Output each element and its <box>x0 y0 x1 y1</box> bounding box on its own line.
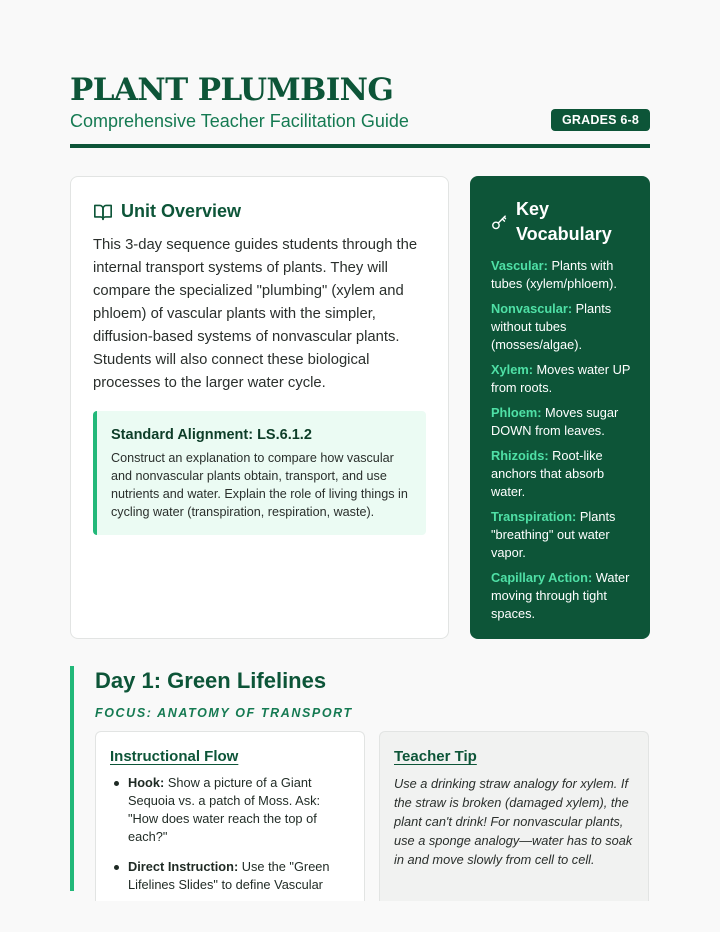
vocab-term: Vascular: <box>491 258 548 273</box>
day-1-focus: FOCUS: ANATOMY OF TRANSPORT <box>95 706 353 720</box>
vocab-item-capillary-action <box>491 569 631 623</box>
standard-alignment-title: Standard Alignment: LS.6.1.2 <box>111 427 312 443</box>
vocabulary-list <box>491 257 631 623</box>
key-vocabulary-title: Key Vocabulary <box>516 199 612 244</box>
instructional-flow-card <box>95 731 365 901</box>
vocab-definition: Water moving through tight spaces. <box>491 570 630 621</box>
key-vocabulary-heading <box>491 197 631 247</box>
day-1-title: Day 1: Green Lifelines <box>95 668 327 693</box>
day-1-section <box>70 666 650 891</box>
page-subtitle: Comprehensive Teacher Facilitation Guide <box>70 111 409 131</box>
teacher-tip-text: Use a drinking straw analogy for xylem. If the straw is broken (damaged xylem), the plant can't drink! For nonvascular plants, use a sponge analogy—water has to soak in and move slowly from cell to cell. <box>394 776 633 867</box>
vocab-definition: Moves sugar DOWN from leaves. <box>491 405 619 438</box>
instructional-flow-heading: Instructional Flow <box>110 748 239 765</box>
vocab-definition: Plants without tubes (mosses/algae). <box>491 301 612 352</box>
teacher-tip-heading: Teacher Tip <box>394 748 477 765</box>
list-item <box>110 858 350 894</box>
teacher-tip-card <box>379 731 649 901</box>
vocab-item-nonvascular <box>491 300 631 354</box>
list-item <box>110 774 350 846</box>
vocab-item-phloem <box>491 404 631 440</box>
vocab-definition: Plants "breathing" out water vapor. <box>491 509 616 560</box>
instructional-flow-list <box>110 774 350 894</box>
unit-overview-title: Unit Overview <box>121 201 242 221</box>
flow-step-text: Show a picture of a Giant Sequoia vs. a patch of Moss. Ask: "How does water reach the top of each?" <box>128 775 321 844</box>
vocab-term: Xylem: <box>491 362 533 377</box>
page-header <box>70 72 650 133</box>
vocab-item-rhizoids <box>491 447 631 501</box>
vocab-term: Rhizoids: <box>491 448 549 463</box>
unit-overview-text: This 3-day sequence guides students through the internal transport systems of plants. They will compare the specialized "plumbing" (xylem and phloem) of vascular plants with the simpler, diffusion-based systems of nonvascular plants. Students will also connect these biological processes to the larger water cycle. <box>93 237 418 391</box>
vocab-item-xylem <box>491 361 631 397</box>
flow-step-label: Direct Instruction: <box>128 859 239 874</box>
flow-step-label: Hook: <box>128 775 165 790</box>
standard-alignment-box <box>93 411 426 535</box>
book-icon <box>93 203 113 221</box>
standard-alignment-text: Construct an explanation to compare how vascular and nonvascular plants obtain, transport, and use nutrients and water. Explain the role of living things in cycling water (transpiration, respiration, waste). <box>111 451 408 519</box>
key-icon <box>491 214 508 231</box>
header-divider <box>70 144 650 148</box>
unit-overview-heading <box>93 201 426 222</box>
vocab-definition: Plants with tubes (xylem/phloem). <box>491 258 617 291</box>
vocab-term: Capillary Action: <box>491 570 593 585</box>
page-title: PLANT PLUMBING <box>70 72 394 108</box>
unit-overview-card <box>70 176 449 639</box>
grade-badge: GRADES 6-8 <box>551 109 650 131</box>
vocab-item-vascular <box>491 257 631 293</box>
key-vocabulary-panel <box>470 176 650 639</box>
vocab-term: Nonvascular: <box>491 301 573 316</box>
flow-step-text: Use the "Green Lifelines Slides" to define Vascular <box>128 859 330 892</box>
vocab-term: Phloem: <box>491 405 542 420</box>
day-1-columns <box>95 731 650 901</box>
vocab-item-transpiration <box>491 508 631 562</box>
vocab-term: Transpiration: <box>491 509 577 524</box>
vocab-definition: Moves water UP from roots. <box>491 362 631 395</box>
vocab-definition: Root-like anchors that absorb water. <box>491 448 605 499</box>
